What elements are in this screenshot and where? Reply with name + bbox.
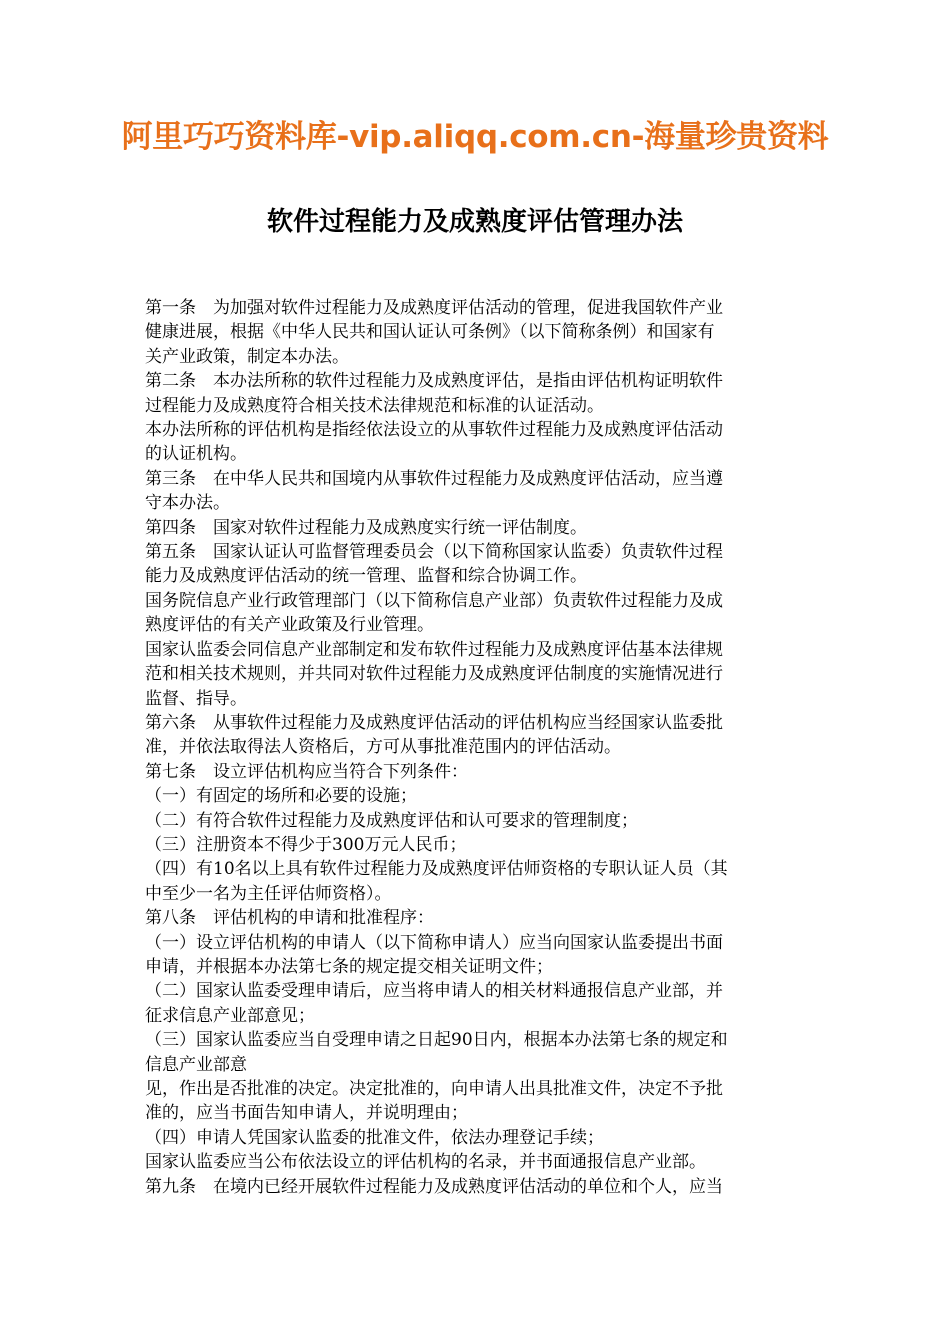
text-line: 第二条 本办法所称的软件过程能力及成熟度评估，是指由评估机构证明软件 bbox=[145, 371, 723, 392]
text-line: 过程能力及成熟度符合相关技术法律规范和标准的认证活动。 bbox=[145, 395, 604, 416]
text-line: （四）申请人凭国家认监委的批准文件，依法办理登记手续； bbox=[145, 1127, 604, 1148]
text-line: 第五条 国家认证认可监督管理委员会（以下简称国家认监委）负责软件过程 bbox=[145, 542, 723, 563]
text-line: 国家认监委会同信息产业部制定和发布软件过程能力及成熟度评估基本法律规 bbox=[145, 639, 723, 660]
text-line: （一）有固定的场所和必要的设施； bbox=[145, 786, 417, 807]
text-line: 第七条 设立评估机构应当符合下列条件： bbox=[145, 761, 468, 782]
text-line: 国务院信息产业行政管理部门（以下简称信息产业部）负责软件过程能力及成 bbox=[145, 590, 723, 611]
text-line: 第一条 为加强对软件过程能力及成熟度评估活动的管理，促进我国软件产业 bbox=[145, 298, 723, 318]
text-line: （二）有符合软件过程能力及成熟度评估和认可要求的管理制度； bbox=[145, 810, 638, 831]
text-line: 准的，应当书面告知申请人，并说明理由； bbox=[145, 1103, 468, 1124]
text-line: （三）注册资本不得少于300万元人民币； bbox=[145, 834, 467, 855]
text-line: 健康进展，根据《中华人民共和国认证认可条例》（以下简称条例）和国家有 bbox=[145, 322, 715, 343]
text-line: 监督、指导。 bbox=[145, 688, 247, 709]
text-line: 能力及成熟度评估活动的统一管理、监督和综合协调工作。 bbox=[145, 566, 587, 587]
text-line: 国家认监委应当公布依法设立的评估机构的名录，并书面通报信息产业部。 bbox=[145, 1152, 706, 1173]
text-line: 守本办法。 bbox=[145, 493, 230, 514]
text-line: （四）有10名以上具有软件过程能力及成熟度评估师资格的专职认证人员（其 bbox=[145, 859, 728, 880]
text-line: 第三条 在中华人民共和国境内从事软件过程能力及成熟度评估活动，应当遵 bbox=[145, 468, 723, 489]
text-line: 的认证机构。 bbox=[145, 444, 247, 465]
text-line: 本办法所称的评估机构是指经依法设立的从事软件过程能力及成熟度评估活动 bbox=[145, 420, 723, 441]
text-line: 见，作出是否批准的决定。决定批准的，向申请人出具批准文件，决定不予批 bbox=[145, 1079, 723, 1099]
text-line: 第六条 从事软件过程能力及成熟度评估活动的评估机构应当经国家认监委批 bbox=[145, 712, 723, 733]
text-line: （三）国家认监委应当自受理申请之日起90日内，根据本办法第七条的规定和 bbox=[145, 1030, 728, 1051]
document-body bbox=[145, 296, 810, 1199]
text-line: 申请，并根据本办法第七条的规定提交相关证明文件； bbox=[145, 956, 553, 977]
watermark-banner bbox=[0, 112, 950, 162]
text-line: （一）设立评估机构的申请人（以下简称申请人）应当向国家认监委提出书面 bbox=[145, 932, 723, 953]
banner-text: 阿里巧巧资料库-vip.aliqq.com.cn-海量珍贵资料 bbox=[121, 119, 829, 155]
text-line: 熟度评估的有关产业政策及行业管理。 bbox=[145, 615, 434, 636]
text-line: 中至少一名为主任评估师资格）。 bbox=[145, 883, 392, 904]
text-line: 范和相关技术规则，并共同对软件过程能力及成熟度评估制度的实施情况进行 bbox=[145, 664, 723, 685]
text-line: 征求信息产业部意见； bbox=[145, 1005, 315, 1026]
text-line: 准，并依法取得法人资格后，方可从事批准范围内的评估活动。 bbox=[145, 737, 621, 758]
text-line: 第四条 国家对软件过程能力及成熟度实行统一评估制度。 bbox=[145, 517, 587, 538]
text-line: （二）国家认监委受理申请后，应当将申请人的相关材料通报信息产业部，并 bbox=[145, 981, 723, 1002]
text-line: 第九条 在境内已经开展软件过程能力及成熟度评估活动的单位和个人，应当 bbox=[145, 1176, 723, 1197]
document-title: 软件过程能力及成熟度评估管理办法 bbox=[266, 207, 683, 237]
text-line: 关产业政策，制定本办法。 bbox=[145, 346, 349, 367]
text-line: 信息产业部意 bbox=[145, 1054, 247, 1075]
text-line: 第八条 评估机构的申请和批准程序： bbox=[145, 908, 434, 929]
